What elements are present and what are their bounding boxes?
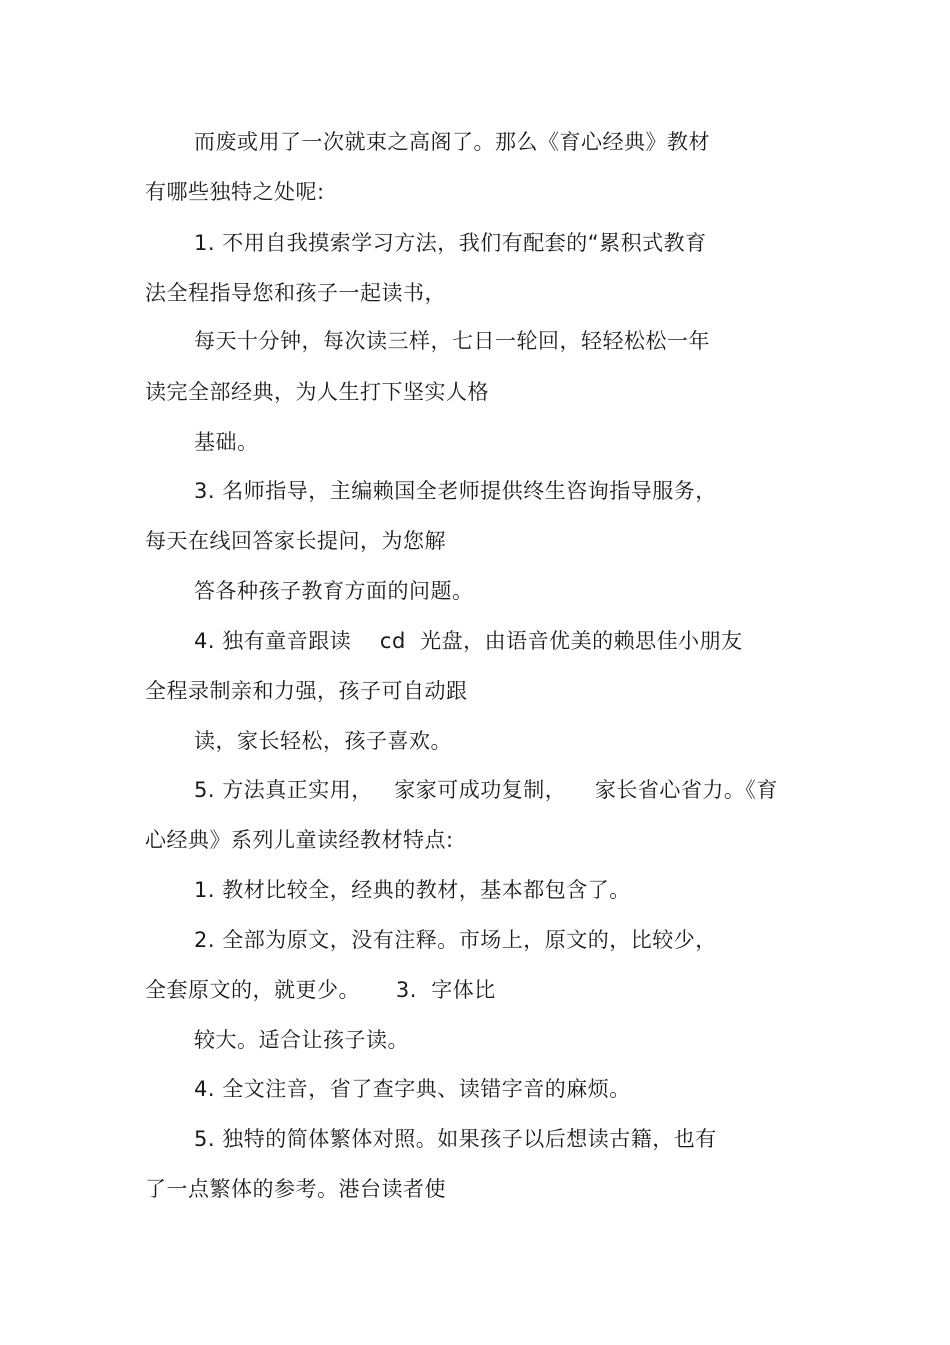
text-line: 法全程指导您和孩子一起读书， (145, 281, 446, 305)
text-line: 4. 全文注音，省了查字典、读错字音的麻烦。 (194, 1077, 631, 1101)
text-line: 全程录制亲和力强，孩子可自动跟 (145, 679, 468, 703)
text-line: 而废或用了一次就束之高阁了。那么《育心经典》教材 (194, 130, 710, 154)
text-line: 有哪些独特之处呢: (145, 180, 325, 204)
text-line: 每天十分钟，每次读三样，七日一轮回，轻轻松松一年 (194, 329, 710, 353)
text-line: 1. 不用自我摸索学习方法，我们有配套的“累积式教育 (194, 231, 707, 255)
text-line: 答各种孩子教育方面的问题。 (194, 579, 474, 603)
text-line: 1. 教材比较全，经典的教材，基本都包含了。 (194, 878, 631, 902)
text-line: 读完全部经典，为人生打下坚实人格 (145, 380, 489, 404)
text-line: 心经典》系列儿童读经教材特点: (145, 828, 454, 852)
text-line: 读，家长轻松，孩子喜欢。 (194, 729, 452, 753)
text-line: 2. 全部为原文，没有注释。市场上，原文的，比较少， (194, 928, 717, 952)
text-line: 4. 独有童音跟读 cd 光盘，由语音优美的赖思佳小朋友 (194, 629, 743, 653)
text-line: 较大。适合让孩子读。 (194, 1028, 409, 1052)
text-line: 5. 方法真正实用， 家家可成功复制， 家长省心省力。《育 (194, 778, 778, 802)
text-line: 了一点繁体的参考。港台读者使 (145, 1177, 446, 1201)
text-line: 全套原文的，就更少。 3. 字体比 (145, 978, 496, 1002)
text-line: 3. 名师指导，主编赖国全老师提供终生咨询指导服务， (194, 479, 717, 503)
text-line: 基础。 (194, 430, 259, 454)
text-line: 5. 独特的简体繁体对照。如果孩子以后想读古籍，也有 (194, 1127, 717, 1151)
text-line: 每天在线回答家长提问，为您解 (145, 529, 446, 553)
